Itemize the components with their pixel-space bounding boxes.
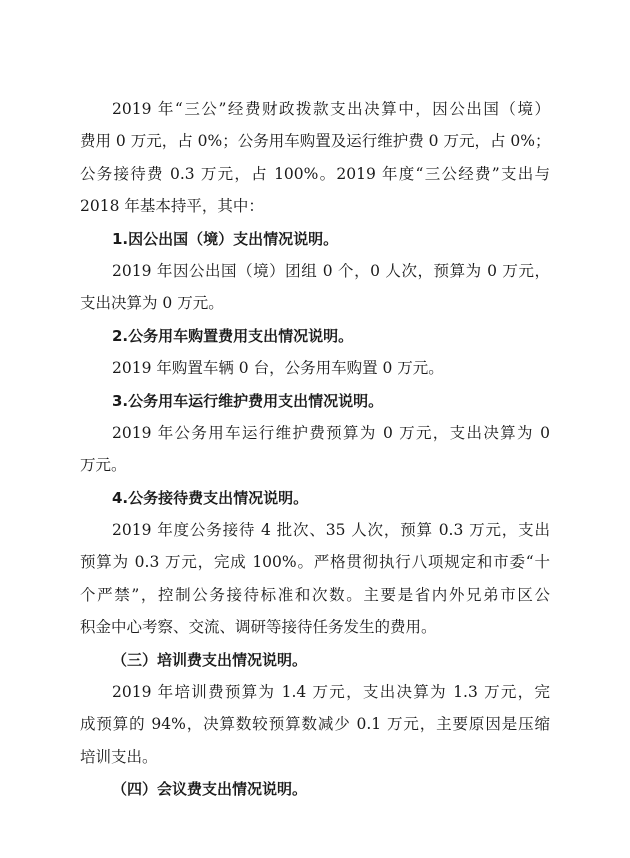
intro-line-3: 公务接待费 0.3 万元，占 100%。2019 年度“三公经费”支出与 [80, 165, 550, 183]
heading-vehicle-purchase: 2.公务用车购置费用支出情况说明。 [112, 327, 354, 345]
reception-line-3: 个严禁”，控制公务接待标准和次数。主要是省内外兄弟市区公 [80, 586, 550, 604]
reception-line-1: 2019 年度公务接待 4 批次、35 人次，预算 0.3 万元，支出 [112, 521, 550, 539]
heading-overseas-travel: 1.因公出国（境）支出情况说明。 [112, 230, 339, 248]
reception-line-2: 预算为 0.3 万元，完成 100%。严格贯彻执行八项规定和市委“十 [80, 553, 550, 571]
vehicle-operation-line-1: 2019 年公务用车运行维护费预算为 0 万元，支出决算为 0 [112, 424, 550, 442]
heading-vehicle-operation: 3.公务用车运行维护费用支出情况说明。 [112, 392, 384, 410]
heading-meeting: （四）会议费支出情况说明。 [112, 780, 308, 798]
overseas-line-2: 支出决算为 0 万元。 [80, 294, 224, 312]
training-line-2: 成预算的 94%，决算数较预算数减少 0.1 万元，主要原因是压缩 [80, 715, 550, 733]
vehicle-purchase-line-1: 2019 年购置车辆 0 台，公务用车购置 0 万元。 [112, 359, 444, 377]
intro-line-4: 2018 年基本持平，其中： [80, 197, 264, 215]
reception-line-4: 积金中心考察、交流、调研等接待任务发生的费用。 [80, 618, 437, 636]
training-line-1: 2019 年培训费预算为 1.4 万元，支出决算为 1.3 万元，完 [112, 683, 550, 701]
intro-line-1: 2019 年“三公”经费财政拨款支出决算中，因公出国（境） [112, 100, 550, 118]
training-line-3: 培训支出。 [80, 748, 158, 766]
heading-reception: 4.公务接待费支出情况说明。 [112, 489, 309, 507]
heading-training: （三）培训费支出情况说明。 [112, 651, 308, 669]
overseas-line-1: 2019 年因公出国（境）团组 0 个，0 人次，预算为 0 万元， [112, 262, 550, 280]
intro-line-2: 费用 0 万元，占 0%；公务用车购置及运行维护费 0 万元，占 0%； [80, 132, 551, 150]
vehicle-operation-line-2: 万元。 [80, 456, 127, 474]
